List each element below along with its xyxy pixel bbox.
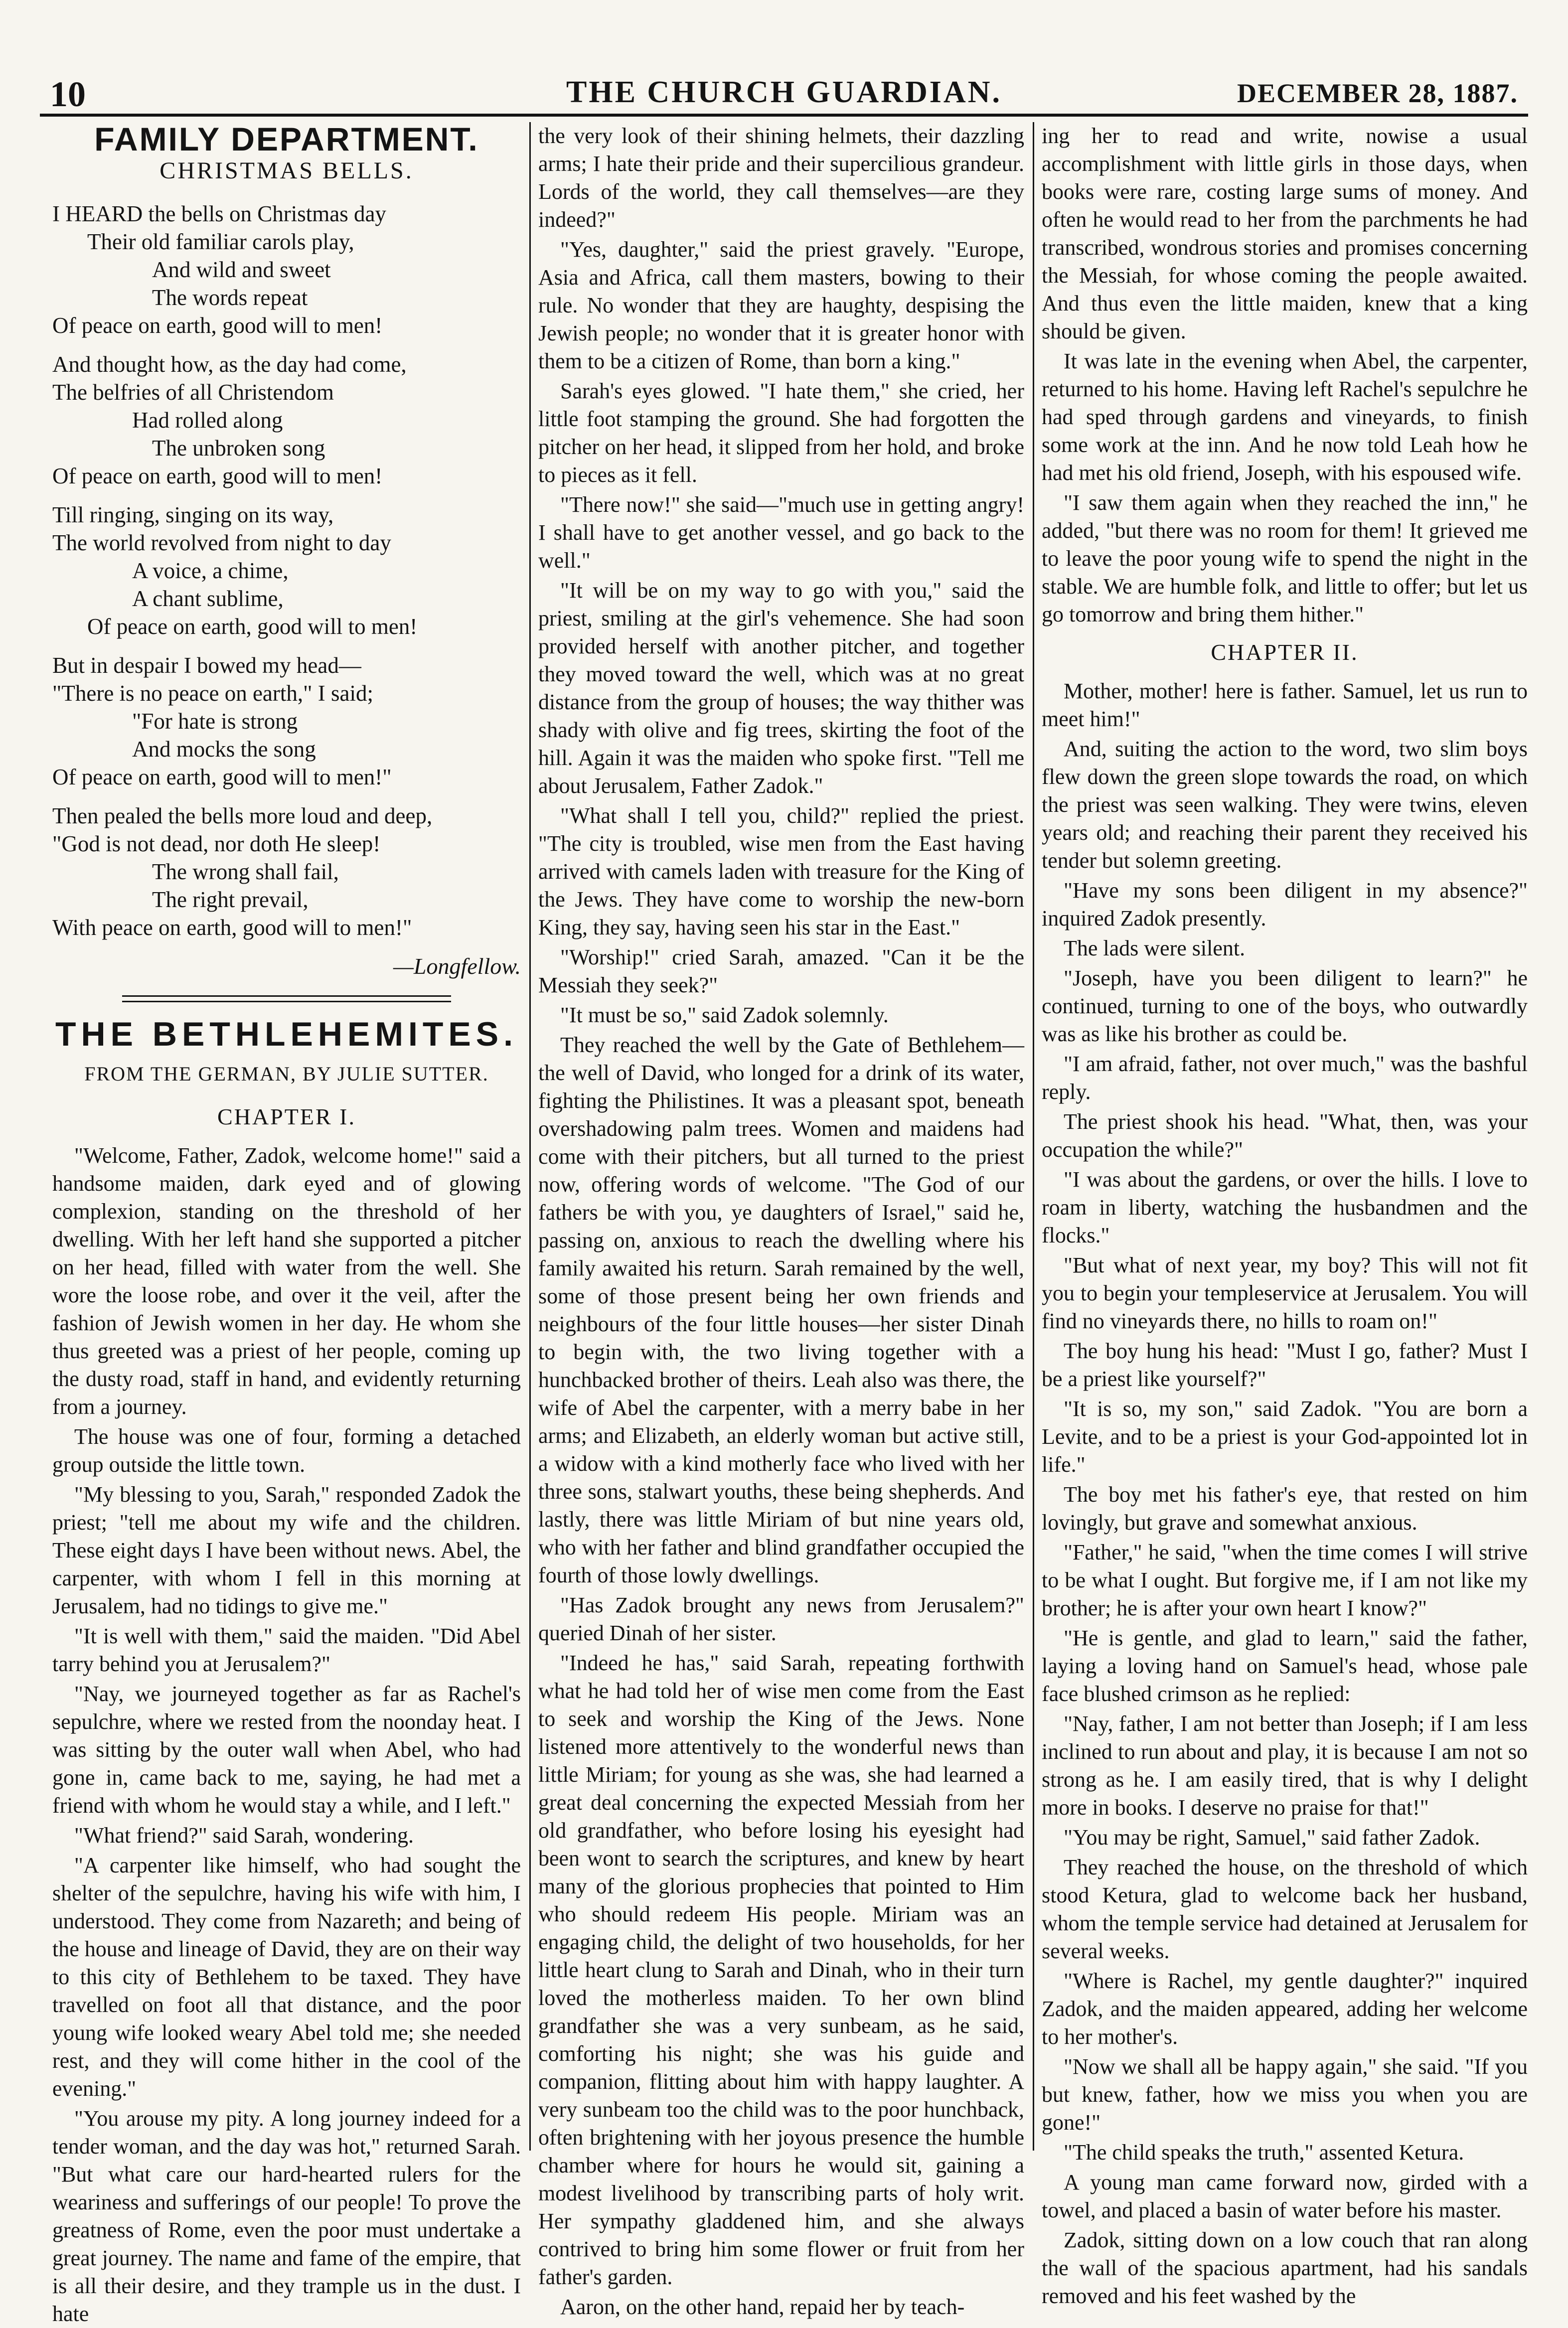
poem-stanza	[52, 651, 521, 791]
paragraph: "It will be on my way to go with you," said the priest, smiling at the girl's vehemence. She had soon provided herself with another pitcher, and together they moved toward the well, which was at no great distance from the group of houses; the way thither was shady with olive and fig trees, skirting the foot of the hill. Again it was the maiden who spoke first. "Tell me about Jerusalem, Father Zadok."	[538, 578, 1024, 798]
poem-line: Had rolled along	[132, 408, 283, 433]
poem-line: Of peace on earth, good will to men!"	[52, 765, 392, 789]
masthead: THE CHURCH GUARDIAN.	[566, 75, 1002, 109]
poem-line: With peace on earth, good will to men!"	[52, 915, 412, 940]
paragraph: "But what of next year, my boy? This will not fit you to begin your templeservice at Jerusalem. You will find no vineyards there, no hills to roam on!"	[1042, 1253, 1528, 1333]
poem-line: The unbroken song	[152, 436, 325, 461]
paragraph: "Has Zadok brought any news from Jerusalem?" queried Dinah of her sister.	[538, 1593, 1024, 1645]
paragraph: "Nay, father, I am not better than Joseph; if I am less inclined to run about and play, it is because I am not so strong as he. I am easily tired, that is why I delight more in books. I deserve no praise for that!"	[1042, 1711, 1528, 1820]
paragraph: "Have my sons been diligent in my absence?" inquired Zadok presently.	[1042, 878, 1528, 931]
paragraph: "My blessing to you, Sarah," responded Zadok the priest; "tell me about my wife and the children. These eight days I have been without news. Abel, the carpenter, with whom I fell in this morning at Jerusalem, had no tidings to give me."	[52, 1482, 521, 1618]
poem-line: A voice, a chime,	[132, 558, 289, 583]
poem-stanza	[52, 350, 521, 490]
poem-line: But in despair I bowed my head—	[52, 653, 361, 678]
poem-line: "God is not dead, nor doth He sleep!	[52, 831, 381, 856]
paragraph: "Father," he said, "when the time comes I will strive to be what I ought. But forgive me, if I am not like my brother; he is after your own heart I know?"	[1042, 1540, 1528, 1620]
story-byline: FROM THE GERMAN, BY JULIE SUTTER.	[84, 1063, 489, 1085]
poem-line: The wrong shall fail,	[152, 859, 339, 884]
paragraph: They reached the house, on the threshold of which stood Ketura, glad to welcome back her husband, whom the temple service had detained at Jerusalem for several weeks.	[1042, 1855, 1528, 1963]
paragraph: "He is gentle, and glad to learn," said the father, laying a loving hand on Samuel's head, whose pale face blushed crimson as he replied:	[1042, 1626, 1528, 1706]
poem-line: Of peace on earth, good will to men!	[52, 464, 383, 488]
poem-line: Their old familiar carols play,	[87, 229, 354, 254]
paragraph: "You may be right, Samuel," said father Zadok.	[1064, 1825, 1480, 1850]
poem-line: The words repeat	[152, 285, 308, 310]
poem-line: The belfries of all Christendom	[52, 380, 334, 405]
poem-line: Then pealed the bells more loud and deep,	[52, 803, 433, 828]
poem-stanza	[52, 501, 521, 640]
section-divider	[122, 995, 451, 1002]
paragraph: The lads were silent.	[1064, 936, 1246, 960]
poem-line: The right prevail,	[152, 887, 309, 912]
paragraph: A young man came forward now, girded with a towel, and placed a basin of water before his master.	[1042, 2170, 1528, 2222]
poem-attribution: —Longfellow.	[393, 953, 521, 979]
paragraph: Aaron, on the other hand, repaid her by teach-	[560, 2295, 965, 2319]
paragraph: Mother, mother! here is father. Samuel, let us run to meet him!"	[1042, 679, 1528, 731]
paragraph: They reached the well by the Gate of Bethlehem—the well of David, who longed for a drink of its water, fighting the Philistines. It was a pleasant spot, beneath overshadowing palm trees. Women and maidens had come with their pitchers, but all turned to the priest now, offering words of welcome. "The God of our fathers be with you, ye daughters of Israel," said he, passing on, anxious to reach the dwelling where his family awaited his return. Sarah remained by the well, some of those present being her own friends and neighbours of the four little houses—her sister Dinah to begin with, the two living together with a hunchbacked brother of theirs. Leah also was there, the wife of Abel the carpenter, with a merry babe in her arms; and Elizabeth, an elderly woman but active still, a widow with a kind motherly face who lived with her three sons, stalwart youths, these being shepherds. And lastly, there was little Miriam of but nine years old, who with her father and blind grandfather occupied the fourth of those lowly dwellings.	[538, 1033, 1024, 1587]
column-divider-2	[1033, 122, 1034, 2151]
chapter-heading: CHAPTER I.	[217, 1104, 356, 1129]
paragraph: "I am afraid, father, not over much," was the bashful reply.	[1042, 1052, 1528, 1104]
page-header	[35, 35, 1533, 114]
paragraph: Sarah's eyes glowed. "I hate them," she cried, her little foot stamping the ground. She had forgotten the pitcher on her head, it slipped from her hold, and broke to pieces as it fell.	[538, 379, 1024, 487]
poem-line: Of peace on earth, good will to men!	[87, 614, 418, 639]
paragraph: "A carpenter like himself, who had sought the shelter of the sepulchre, having his wife with him, I understood. They come from Nazareth; and being of the house and lineage of David, they are on their way to this city of Bethlehem to be taxed. They have travelled on foot all that distance, and the poor young wife looked weary Abel told me; she needed rest, and they will come hither in the cool of the evening."	[52, 1853, 521, 2101]
paragraph: "It is well with them," said the maiden. "Did Abel tarry behind you at Jerusalem?"	[52, 1624, 521, 1676]
paragraph: And, suiting the action to the word, two slim boys flew down the green slope towards the road, on which the priest was seen walking. They were twins, eleven years old; and reaching their parent they received his tender but solemn greeting.	[1042, 737, 1528, 873]
poem-title: CHRISTMAS BELLS.	[159, 157, 414, 184]
column-divider-1	[529, 122, 531, 2151]
column-1	[52, 121, 521, 2326]
paragraph: "What shall I tell you, child?" replied the priest. "The city is troubled, wise men from the East having arrived with camels laden with treasure for the King of the Jews. They have come to worship the new-born King, they say, having seen his star in the East."	[538, 803, 1024, 939]
poem-stanza	[52, 200, 521, 339]
paragraph: "Now we shall all be happy again," she said. "If you but knew, father, how we miss you when you are gone!"	[1042, 2054, 1528, 2135]
poem-line: I HEARD the bells on Christmas day	[52, 201, 386, 226]
paragraph: "Worship!" cried Sarah, amazed. "Can it be the Messiah they seek?"	[538, 945, 1024, 997]
paragraph: "Nay, we journeyed together as far as Rachel's sepulchre, where we rested from the noonday heat. I was sitting by the outer wall when Abel, who had gone in, came back to me, saying, he had met a friend with whom he would stay a while, and I left."	[52, 1682, 521, 1818]
paragraph: The priest shook his head. "What, then, was your occupation the while?"	[1042, 1109, 1528, 1162]
poem-stanza	[52, 802, 521, 941]
paragraph: "Joseph, have you been diligent to learn?" he continued, turning to one of the boys, who outwardly was as like his brother as could be.	[1042, 966, 1528, 1046]
paragraph: "It must be so," said Zadok solemnly.	[560, 1003, 889, 1027]
paragraph: the very look of their shining helmets, their dazzling arms; I hate their pride and their supercilious grandeur. Lords of the world, they call themselves—are they indeed?"	[538, 124, 1024, 232]
issue-date: DECEMBER 28, 1887.	[1237, 78, 1518, 108]
paragraph: "What friend?" said Sarah, wondering.	[74, 1823, 414, 1848]
poem-line: And thought how, as the day had come,	[52, 352, 407, 377]
paragraph: "You arouse my pity. A long journey indeed for a tender woman, and the day was hot," returned Sarah. "But what care our hard-hearted rulers for the weariness and sufferings of our people! To prove the greatness of Rome, even the poor must undertake a great journey. The name and fame of the empire, that is all their desire, and they trample us in the dust. I hate	[52, 2106, 521, 2326]
paragraph: "There now!" she said—"much use in getting angry! I shall have to get another vessel, and go back to the well."	[538, 492, 1024, 573]
chapter-heading: CHAPTER II.	[1211, 639, 1359, 665]
paragraph: "Yes, daughter," said the priest gravely. "Europe, Asia and Africa, call them masters, bowing to their rule. No wonder that they are haughty, despising the Jewish people; no wonder that it is greater honor with them to be a citizen of Rome, than born a king."	[538, 237, 1024, 373]
poem-line: A chant sublime,	[132, 586, 284, 611]
poem-line: The world revolved from night to day	[52, 530, 391, 555]
paragraph: "Welcome, Father, Zadok, welcome home!" said a handsome maiden, dark eyed and of glowing complexion, standing on the threshold of her dwelling. With her left hand she supported a pitcher on her head, filled with water from the well. She wore the loose robe, and over it the veil, after the fashion of Jewish women in her day. He whom she thus greeted was a priest of her people, coming up the dusty road, staff in hand, and evidently returning from a journey.	[52, 1143, 521, 1419]
story-title: THE BETHLEHEMITES.	[55, 1015, 518, 1053]
poem-line: Till ringing, singing on its way,	[52, 502, 334, 527]
paragraph: The boy met his father's eye, that rested on him lovingly, but grave and somewhat anxious.	[1042, 1482, 1528, 1535]
paragraph: "It is so, my son," said Zadok. "You are born a Levite, and to be a priest is your God-appointed lot in life."	[1042, 1397, 1528, 1477]
page-number: 10	[50, 74, 86, 114]
column-3	[1042, 122, 1528, 2308]
paragraph: The house was one of four, forming a detached group outside the little town.	[52, 1424, 521, 1477]
header-rule	[40, 114, 1528, 117]
paragraph: ing her to read and write, nowise a usual accomplishment with little girls in those days, when books were rare, costing large sums of money. And often he would read to her from the parchments he had transcribed, wondrous stories and promises concerning the Messiah, for whose coming the people awaited. And thus even the little maiden, knew that a king should be given.	[1042, 124, 1528, 343]
paragraph: "Where is Rachel, my gentle daughter?" inquired Zadok, and the maiden appeared, adding her welcome to her mother's.	[1042, 1969, 1528, 2049]
poem-line: "There is no peace on earth," I said;	[52, 681, 373, 706]
paragraph: "The child speaks the truth," assented Ketura.	[1064, 2140, 1464, 2165]
paragraph: The boy hung his head: "Must I go, father? Must I be a priest like yourself?"	[1042, 1339, 1528, 1391]
paragraph: Zadok, sitting down on a low couch that ran along the wall of the spacious apartment, had his sandals removed and his feet washed by the	[1042, 2228, 1528, 2308]
department-heading: FAMILY DEPARTMENT.	[94, 121, 479, 157]
paragraph: "I saw them again when they reached the inn," he added, "but there was no room for them! It grieved me to leave the poor young wife to spend the night in the stable. We are humble folk, and little to offer; but let us go tomorrow and bring them hither."	[1042, 490, 1528, 626]
poem-line: Of peace on earth, good will to men!	[52, 313, 383, 338]
paragraph: It was late in the evening when Abel, the carpenter, returned to his home. Having left Rachel's sepulchre he had sped through gardens and vineyards, to finish some work at the inn. And he now told Leah how he had met his old friend, Joseph, with his espoused wife.	[1042, 349, 1528, 485]
poem-line: And wild and sweet	[152, 257, 331, 282]
poem-line: "For hate is strong	[132, 709, 298, 734]
poem-line: And mocks the song	[132, 737, 316, 762]
column-2	[538, 122, 1024, 2319]
paragraph: "Indeed he has," said Sarah, repeating forthwith what he had told her of wise men come from the East to seek and worship the King of the Jews. None listened more attentively to the wonderful news than little Miriam; for young as she was, she had learned a great deal concerning the expected Messiah from her old grandfather, who before losing his eyesight had been wont to search the scriptures, and knew by heart many of the glorious prophecies that pointed to Him who should redeem His people. Miriam was an engaging child, the delight of two households, for her little heart clung to Sarah and Dinah, who in their turn loved the motherless maiden. To her own blind grandfather she was a very sunbeam, as he said, comforting his night; she was his guide and companion, flitting about him with happy laughter. A very sunbeam too the child was to the poor hunchback, often brightening with her joyous presence the humble chamber where for hours he would sit, gaining a modest livelihood by transcribing parts of holy writ. Her sympathy gladdened him, and she always contrived to bring him some flower or fruit from her father's garden.	[538, 1651, 1024, 2289]
paragraph: "I was about the gardens, or over the hills. I love to roam in liberty, watching the husbandmen and the flocks."	[1042, 1167, 1528, 1247]
